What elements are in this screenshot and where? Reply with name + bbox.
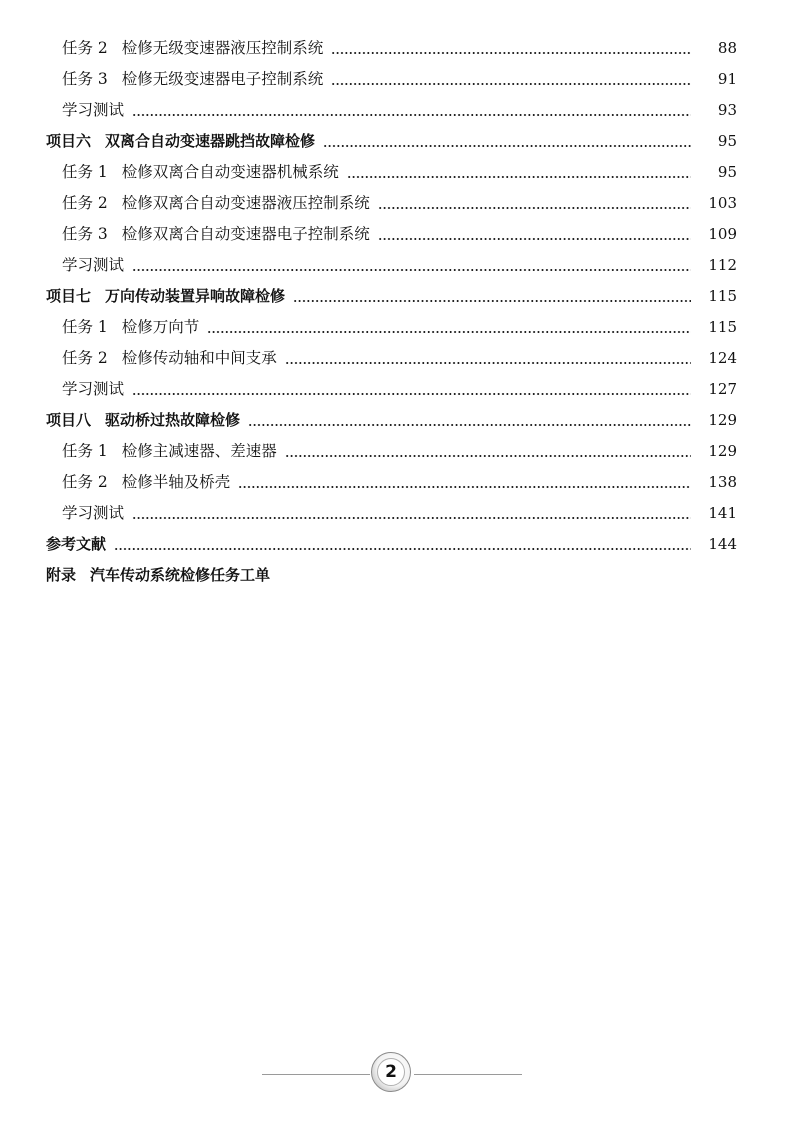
page-number: 103	[708, 194, 737, 212]
toc-entry-title: 检修双离合自动变速器液压控制系统	[121, 194, 370, 212]
page-number: 129	[708, 442, 737, 460]
task-number: 任务 2	[62, 194, 108, 212]
appendix-label: 附录	[46, 566, 77, 584]
dot-leader	[293, 300, 691, 302]
page-number: 109	[708, 225, 737, 243]
toc-entry-title: 学习测试	[62, 504, 125, 522]
dot-leader	[347, 176, 691, 178]
footer-rule-left	[262, 1074, 370, 1075]
page-number: 95	[717, 132, 737, 150]
dot-leader	[238, 486, 691, 488]
page-number: 127	[708, 380, 737, 398]
dot-leader	[331, 83, 691, 85]
dot-leader	[132, 393, 691, 395]
page-number: 144	[708, 535, 737, 553]
toc-row-project[interactable]	[0, 405, 790, 436]
toc-entry-title: 检修无级变速器液压控制系统	[121, 39, 324, 57]
toc-row[interactable]	[0, 95, 790, 126]
page-number: 95	[717, 163, 737, 181]
toc-row[interactable]	[0, 436, 790, 467]
toc-entry-title: 检修双离合自动变速器机械系统	[121, 163, 339, 181]
task-number: 任务 3	[62, 225, 108, 243]
page-number: 115	[708, 318, 737, 336]
task-number: 任务 1	[62, 318, 108, 336]
dot-leader	[132, 114, 691, 116]
task-number: 任务 1	[62, 442, 108, 460]
toc-row[interactable]	[0, 467, 790, 498]
dot-leader	[132, 517, 691, 519]
dot-leader	[285, 362, 691, 364]
page-number: 93	[717, 101, 737, 119]
toc-row[interactable]	[0, 33, 790, 64]
toc-entry-title: 检修万向节	[121, 318, 200, 336]
toc-entry-title: 检修无级变速器电子控制系统	[121, 70, 324, 88]
page-footer	[0, 1048, 790, 1098]
project-number: 项目七	[46, 287, 92, 305]
project-number: 项目六	[46, 132, 92, 150]
toc-row[interactable]	[0, 498, 790, 529]
task-number: 任务 3	[62, 70, 108, 88]
dot-leader	[132, 269, 691, 271]
dot-leader	[323, 145, 691, 147]
toc-entry-title: 检修传动轴和中间支承	[121, 349, 277, 367]
dot-leader	[248, 424, 691, 426]
toc-entry-title: 双离合自动变速器跳挡故障检修	[105, 132, 316, 150]
page-number: 115	[708, 287, 737, 305]
toc-row-project[interactable]	[0, 281, 790, 312]
page-number: 88	[717, 39, 737, 57]
toc-row[interactable]	[0, 250, 790, 281]
task-number: 任务 2	[62, 39, 108, 57]
toc-row[interactable]	[0, 188, 790, 219]
dot-leader	[207, 331, 691, 333]
page-number: 91	[717, 70, 737, 88]
table-of-contents	[0, 33, 790, 591]
page-number: 112	[708, 256, 737, 274]
toc-row[interactable]	[0, 157, 790, 188]
page-number: 129	[708, 411, 737, 429]
toc-row-appendix[interactable]	[0, 560, 790, 591]
page-number-badge	[371, 1052, 411, 1092]
project-number: 项目八	[46, 411, 92, 429]
toc-row[interactable]	[0, 219, 790, 250]
page-number: 138	[708, 473, 737, 491]
dot-leader	[285, 455, 691, 457]
toc-entry-title: 参考文献	[46, 535, 107, 553]
toc-entry-title: 检修半轴及桥壳	[121, 473, 231, 491]
toc-entry-title: 万向传动装置异响故障检修	[105, 287, 286, 305]
toc-row[interactable]	[0, 343, 790, 374]
dot-leader	[378, 207, 691, 209]
toc-row[interactable]	[0, 64, 790, 95]
toc-entry-title: 检修双离合自动变速器电子控制系统	[121, 225, 370, 243]
dot-leader	[378, 238, 691, 240]
page-number-text: 2	[377, 1058, 405, 1086]
toc-entry-title: 学习测试	[62, 380, 125, 398]
toc-row[interactable]	[0, 374, 790, 405]
footer-rule-right	[414, 1074, 522, 1075]
task-number: 任务 2	[62, 473, 108, 491]
task-number: 任务 2	[62, 349, 108, 367]
toc-entry-title: 汽车传动系统检修任务工单	[90, 566, 271, 584]
toc-row-references[interactable]	[0, 529, 790, 560]
toc-entry-title: 检修主减速器、差速器	[121, 442, 277, 460]
dot-leader	[114, 548, 691, 550]
page-number: 141	[708, 504, 737, 522]
task-number: 任务 1	[62, 163, 108, 181]
toc-entry-title: 学习测试	[62, 256, 125, 274]
toc-row-project[interactable]	[0, 126, 790, 157]
dot-leader	[331, 52, 691, 54]
toc-entry-title: 驱动桥过热故障检修	[105, 411, 241, 429]
toc-row[interactable]	[0, 312, 790, 343]
toc-entry-title: 学习测试	[62, 101, 125, 119]
page-number: 124	[708, 349, 737, 367]
